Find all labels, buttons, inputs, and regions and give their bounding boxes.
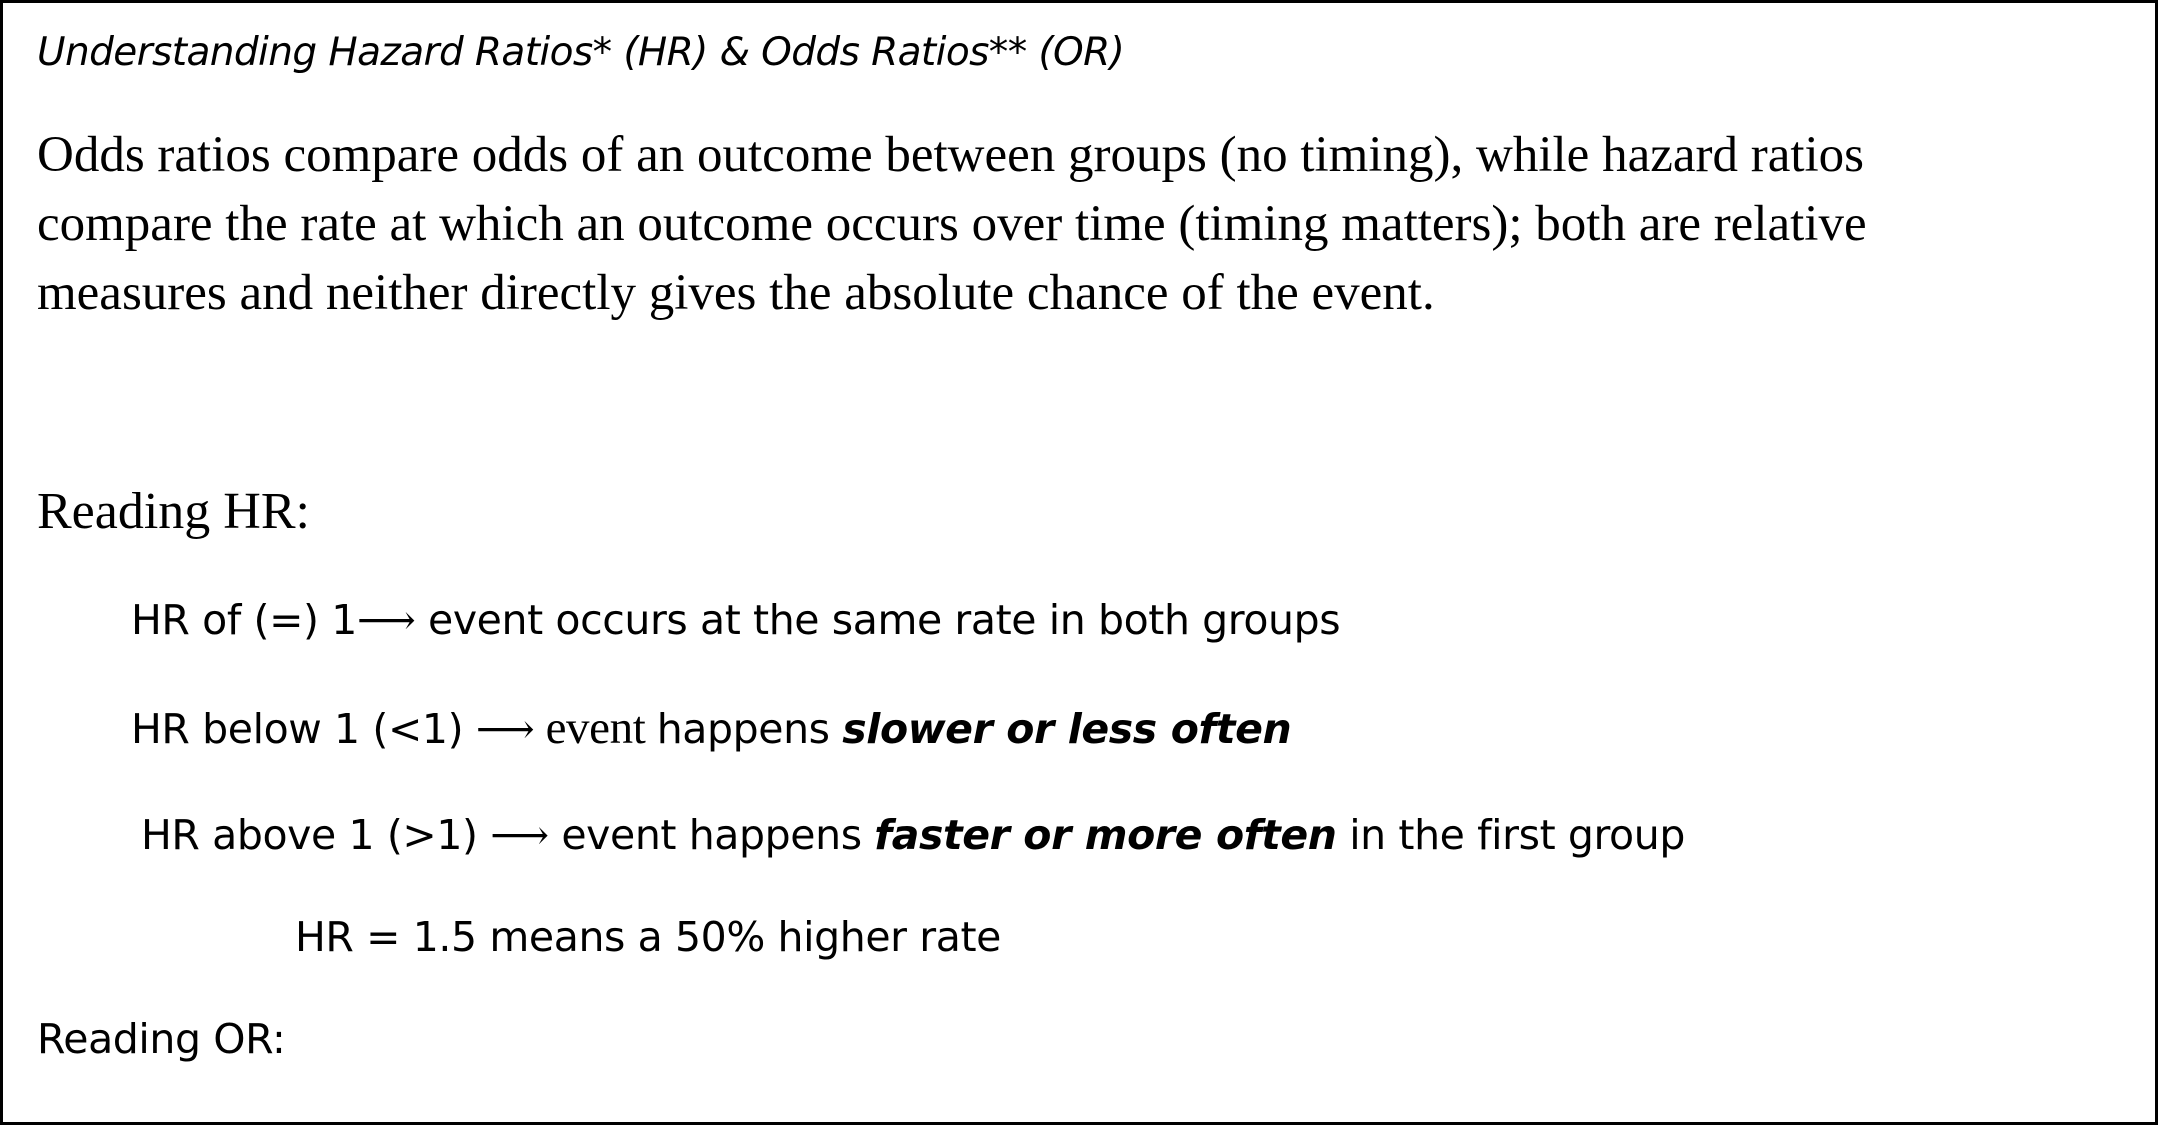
reading-or-heading: Reading OR: [37,1015,286,1063]
hr-above-item [141,805,1685,865]
hr-below-item [131,698,1291,759]
hr-equal-text: event occurs at the same rate in both groups [415,596,1341,644]
hr-below-event-word: event [534,702,657,754]
reading-hr-heading: Reading HR: [37,483,310,540]
hr-above-text: event happens [548,811,875,859]
hr-below-emphasis: slower or less often [842,705,1292,753]
hr-above-tail: in the first group [1336,811,1685,859]
hr-above-lead: HR above 1 (>1) [141,811,491,859]
intro-paragraph [37,121,2117,328]
hr-equal-lead: HR of (=) 1 [131,596,357,644]
right-arrow-icon: ⟶ [356,596,416,644]
hr-below-text: happens [656,705,843,753]
hr-example: HR = 1.5 means a 50% higher rate [295,913,1001,961]
hr-below-lead: HR below 1 (<1) [131,705,476,753]
hr-above-emphasis: faster or more often [874,811,1337,859]
right-arrow-icon: ⟶ [490,811,549,859]
hr-equal-item [131,590,1340,650]
right-arrow-icon: ⟶ [475,705,535,753]
intro-line-2: compare the rate at which an outcome occurs over time (timing matters); both are relative [37,196,1867,252]
intro-line-3: measures and neither directly gives the absolute chance of the event. [37,265,1435,321]
document-title: Understanding Hazard Ratios* (HR) & Odds Ratios** (OR) [37,30,1125,75]
intro-line-1: Odds ratios compare odds of an outcome between groups (no timing), while hazard ratios [37,127,1865,183]
